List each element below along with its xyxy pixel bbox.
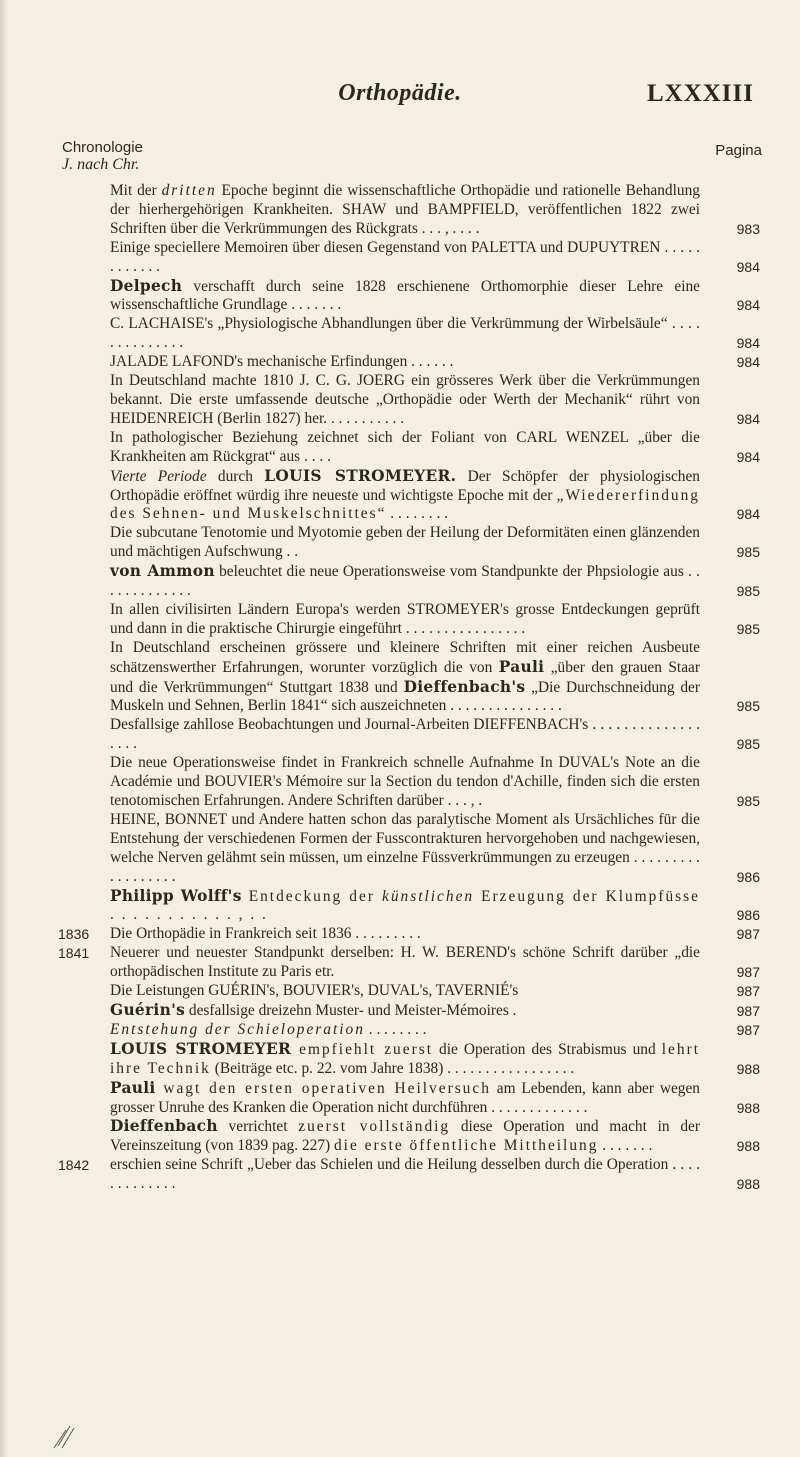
entry-text-part: Mit der [110, 182, 162, 199]
entry-text-part: Entdeckung der [241, 887, 382, 905]
chronology-heading [62, 139, 143, 174]
entry-text [110, 278, 700, 314]
entry-text-part: In Deutschland machte 1810 J. C. G. JOERG ein grösseres Werk über die Verkrümmungen bekannt. Die erste umfassende deutsche „Orthopädie oder Werth der Mechanik“ rührt von HEIDENREICH (Berlin 1827) her. . . . . . . . . . . [110, 372, 700, 427]
pagina-heading: Pagina [715, 142, 762, 159]
chronology-entry [0, 887, 800, 926]
chronology-entry [0, 353, 800, 372]
entry-text [110, 468, 700, 523]
entry-text [110, 888, 700, 924]
entry-text-part: „Wiedererfindung des Sehnen- und Muskelschnittes“ [110, 486, 700, 523]
person-name: Pauli [498, 657, 545, 676]
entry-text-part: verschafft durch seine 1828 erschienene Orthomorphie dieser Lehre eine wissenschaftliche Grundlage . . . . . . . [110, 277, 700, 314]
chronology-entry [0, 562, 800, 601]
chronology-entry [0, 944, 800, 982]
entry-page-number: 987 [736, 964, 760, 981]
chronology-entry [0, 182, 800, 239]
entry-text-part: Der Schöpfer der physiologischen Orthopädie eröffnet würdig ihre neueste und wichtigste Epoche mit der [110, 467, 700, 504]
entry-page-number: 985 [736, 620, 760, 637]
page-number: LXXXIII [646, 80, 754, 107]
entry-year: 1842 [58, 1157, 90, 1174]
entry-page-number: 987 [736, 983, 760, 1000]
entry-text [110, 1002, 517, 1019]
entry-text [110, 754, 700, 809]
entry-text-part: Vierte Periode [110, 467, 207, 485]
person-name: Dieffenbach [110, 1117, 218, 1136]
chronology-entry [0, 754, 800, 811]
entry-page-number: 985 [736, 736, 760, 753]
chronology-entry [0, 1079, 800, 1118]
entry-text [110, 315, 700, 351]
entry-text [110, 1156, 700, 1192]
column-headings [62, 139, 762, 179]
entry-text-part: HEINE, BONNET und Andere hatten schon das paralytische Moment als Ursächliches für die Entstehung der verschiedenen Formen der Fusscontrakturen hervorgehoben und nachgewiesen, welche Nerven gelähmt sein müssen, um einzelne Füssverkrümmungen zu erzeugen . . . . . . . . . . . . . . . . . . [110, 810, 700, 885]
entry-text-part: . . . . . . . [598, 1137, 653, 1155]
entry-text-part: künstlichen [382, 887, 475, 905]
entry-text-part: am Lebenden, kann aber wegen grosser Unruhe des Kranken die Operation nicht durchführen . . . . . . . . . . . . . [110, 1079, 700, 1116]
person-name: Pauli [110, 1078, 156, 1097]
person-name: Philipp Wolff's [110, 886, 242, 905]
entry-text-part: wagt den ersten operativen Heilversuch [155, 1079, 491, 1097]
chronology-entry [0, 601, 800, 639]
chronology-entry [0, 467, 800, 525]
entry-text-part: zuerst vollständig [298, 1118, 451, 1136]
chronology-entry [0, 1156, 800, 1194]
entry-text [110, 1118, 700, 1154]
entry-page-number: 984 [736, 410, 760, 427]
entry-page-number: 986 [736, 907, 760, 924]
chronology-label: Chronologie [62, 139, 143, 156]
chronology-entry [0, 1117, 800, 1156]
chronology-entry [0, 716, 800, 754]
person-name: Delpech [110, 276, 183, 295]
entry-text-part: In pathologischer Beziehung zeichnet sich der Foliant von CARL WENZEL „über die Krankheiten am Rückgrat“ aus . . . . [110, 428, 700, 465]
chronology-entry [0, 277, 800, 316]
entry-text [110, 639, 700, 715]
entry-text-part: C. LACHAISE's „Physiologische Abhandlungen über die Verkrümmung der Wirbelsäule“ . . . . . . . . . . . . . . [110, 315, 700, 352]
entry-text-part: Einige speciellere Memoiren über diesen Gegenstand von PALETTA und DUPUYTREN . . . . . . . . . . . . [110, 238, 700, 275]
entry-text-part: Die subcutane Tenotomie und Myotomie geben der Heilung der Deformitäten einen glänzenden und mächtigen Aufschwung . . [110, 524, 700, 561]
entry-page-number: 988 [736, 1176, 760, 1193]
entry-text-part: durch [206, 467, 265, 485]
page-header [0, 80, 800, 116]
chronology-entry [0, 524, 800, 562]
entry-page-number: 984 [736, 506, 760, 523]
entry-page-number: 985 [736, 698, 760, 715]
entry-page-number: 987 [736, 926, 760, 943]
chronology-entry [0, 239, 800, 277]
entry-page-number: 985 [736, 583, 760, 600]
entry-page-number: 988 [736, 1138, 760, 1155]
entry-text-part: dritten [161, 182, 217, 199]
person-name: LOUIS STROMEYER. [264, 466, 457, 485]
entry-text [110, 716, 700, 752]
entry-text-part: (Beiträge etc. p. 22. vom Jahre 1838) . . . . . . . . . . . . . . . . . [210, 1059, 575, 1077]
entry-text [110, 925, 421, 942]
ink-scratch-mark [52, 1400, 92, 1450]
entry-year: 1841 [58, 945, 90, 962]
entry-text [110, 1080, 700, 1116]
entry-text [110, 563, 700, 599]
entry-text-part: . . . . . . . . [364, 1020, 427, 1038]
entry-text-part: beleuchtet die neue Operationsweise vom Standpunkte der Phpsiologie aus . . . . . . . . . . . . . [110, 563, 700, 600]
entry-page-number: 984 [736, 297, 760, 314]
entry-text [110, 944, 700, 980]
running-title: Orthopädie. [338, 80, 462, 106]
person-name: LOUIS STROMEYER [110, 1039, 292, 1058]
chronology-entry [0, 639, 800, 717]
entry-text-part: empfiehlt zuerst [291, 1040, 433, 1058]
entry-text [110, 372, 700, 427]
chronology-entry [0, 372, 800, 429]
entry-text-part: „über den grauen Staar und die Verkrümmungen“ Stuttgart 1838 und [110, 658, 700, 696]
entry-page-number: 984 [736, 354, 760, 371]
entry-page-number: 985 [736, 793, 760, 809]
entry-page-number: 986 [736, 868, 760, 885]
entry-page-number: 987 [736, 1021, 760, 1038]
entry-text-part: Erzeugung der Klumpfüsse . . . . . . . . . . . , . . [110, 887, 700, 924]
entry-text [110, 429, 700, 465]
entry-text [110, 182, 700, 237]
entry-text-part: In allen civilisirten Ländern Europa's werden STROMEYER's grosse Entdeckungen geprüft und dann in die praktische Chirurgie eingeführt . . . . . . . . . . . . . . . . [110, 600, 700, 637]
entry-text-part: . . . . . . . . [386, 505, 449, 523]
chronology-entry [0, 315, 800, 353]
entry-text-part: JALADE LAFOND's mechanische Erfindungen . . . . . . [110, 353, 454, 371]
entry-page-number: 988 [736, 1060, 760, 1077]
entry-text-part: Die Leistungen GUÉRIN's, BOUVIER's, DUVAL's, TAVERNIÉ's [110, 982, 519, 1000]
entry-text-part: verrichtet [217, 1118, 299, 1136]
entry-text [110, 811, 700, 885]
entry-text [110, 1021, 426, 1038]
chronology-entry [0, 429, 800, 467]
person-name: Dieffenbach's [403, 677, 526, 696]
entry-page-number: 985 [736, 544, 760, 561]
chronology-entry [0, 1001, 800, 1021]
entry-year: 1836 [58, 926, 90, 943]
entry-page-number: 983 [736, 220, 760, 237]
entry-text-part: Die neue Operationsweise findet in Frankreich schnelle Aufnahme In DUVAL's Note an die Académie und BOUVIER's Mémoire sur la Section du tendon d'Achille, finden sich die ersten tenotomischen Erfahrungen. Andere Schriften darüber . . . , . [110, 754, 700, 809]
chronology-entry [0, 1021, 800, 1040]
entry-text-part: In Deutschland erscheinen grössere und kleinere Schriften mit einer reichen Ausbeute schätzenswerther Erfahrungen, worunter vorzüglich die von [110, 638, 700, 676]
entry-text-part: Neuerer und neuester Standpunkt derselben: H. W. BEREND's schöne Schrift darüber „die orthopädischen Institute zu Paris etr. [110, 944, 700, 981]
entry-page-number: 988 [736, 1099, 760, 1116]
chronology-sublabel: J. nach Chr. [62, 156, 140, 173]
entry-text-part: „Die Durchschneidung der Muskeln und Sehnen, Berlin 1841“ sich auszeichneten . . . . . . . . . . . . . . . [110, 678, 701, 715]
chronology-entry [0, 982, 800, 1001]
entry-text-part: erschien seine Schrift „Ueber das Schielen und die Heilung desselben durch die Operation . . . . . . . . . . . . . [110, 1156, 700, 1193]
entry-text [110, 239, 700, 275]
entry-text-part: lehrt ihre Technik [110, 1040, 700, 1077]
entry-text-part: die erste öffentliche Mittheilung [333, 1137, 599, 1155]
entry-text-part: Entstehung der Schieloperation [110, 1020, 365, 1038]
entry-text [110, 353, 453, 370]
chronology-entry [0, 811, 800, 887]
person-name: Guérin's [110, 1000, 186, 1019]
entry-page-number: 984 [736, 335, 760, 352]
chronology-list [0, 182, 800, 1194]
entry-text-part: Desfallsige zahllose Beobachtungen und Journal-Arbeiten DIEFFENBACH's . . . . . . . . . . . . . . . . . . [110, 716, 700, 753]
entry-text [110, 524, 700, 560]
entry-text-part: desfallsige dreizehn Muster- und Meister-Mémoires . [185, 1001, 517, 1019]
chronology-entry [0, 1040, 800, 1079]
entry-text-part: Die Orthopädie in Frankreich seit 1836 . . . . . . . . . [110, 925, 421, 943]
entry-page-number: 984 [736, 448, 760, 465]
entry-text-part: die Operation des Strabismus und [432, 1040, 662, 1058]
entry-text-part: diese Operation und macht in der Vereinszeitung (von 1839 pag. 227) [110, 1118, 700, 1155]
entry-page-number: 984 [736, 258, 760, 275]
chronology-entry [0, 925, 800, 944]
person-name: von Ammon [110, 562, 215, 581]
entry-text [110, 982, 518, 999]
entry-text [110, 1041, 700, 1077]
entry-page-number: 987 [736, 1002, 760, 1019]
entry-text-part: Epoche beginnt die wissenschaftliche Orthopädie und rationelle Behandlung der hierhergehörigen Krankheiten. SHAW und BAMPFIELD, veröffentlichen 1822 zwei Schriften über die Verkrümmungen des Rückgrats . . . , . . . . [110, 182, 700, 237]
entry-text [110, 601, 700, 637]
